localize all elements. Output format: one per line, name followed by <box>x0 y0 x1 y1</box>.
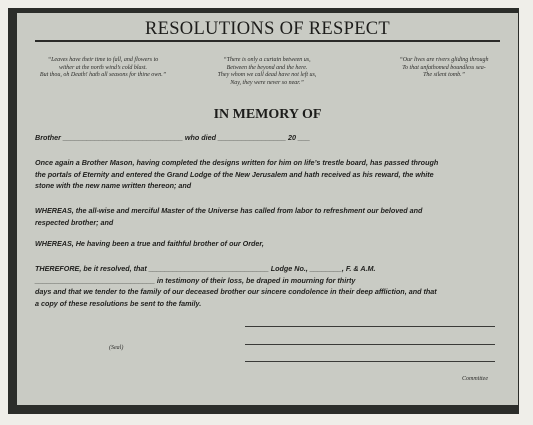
brother-line <box>35 132 310 144</box>
quote-line: The silent tomb.” <box>423 72 465 79</box>
memory-heading: IN MEMORY OF <box>213 107 322 122</box>
signature-line-3 <box>245 361 495 362</box>
paragraph-3 <box>35 238 264 250</box>
paragraph-line: WHEREAS, He having been a true and faithful brother of our Order, <box>35 239 264 248</box>
paragraph-line: ______________________________ in testimony of their loss, be draped in mourning for thirty <box>35 275 356 285</box>
quote-line: wither at the north wind’s cold blast. <box>58 64 148 71</box>
certificate <box>17 13 518 405</box>
quote-line: “There is only a curtain between us, <box>223 57 311 63</box>
quote-right <box>379 57 509 80</box>
signature-line-1 <box>245 326 495 327</box>
quote-line: They whom we call dead have not left us, <box>217 72 317 79</box>
quote-left <box>23 57 183 80</box>
brother-line-text: Brother ______________________________ who died _________________ 20 ___ <box>35 133 310 142</box>
quote-line: Between the beyond and the here. <box>226 64 308 71</box>
paragraph-line: the portals of Eternity and entered the Grand Lodge of the New Jerusalem and hath received as his reward, the white <box>35 169 434 179</box>
quote-line: But thou, oh Death! hath all seasons for thine own.” <box>39 72 167 79</box>
paragraph-line: days and that we tender to the family of our deceased brother our sincere condolence in their deep affliction, and that <box>35 287 437 296</box>
paragraph-line: Once again a Brother Mason, having completed the designs written for him on life’s trestle board, has passed through <box>35 158 439 167</box>
paragraph-line: respected brother; and <box>35 217 114 227</box>
paragraph-line: WHEREAS, the all-wise and merciful Master of the Universe has called from labor to refreshment our beloved and <box>35 206 423 215</box>
committee-label: Committee <box>462 376 488 382</box>
document-title: RESOLUTIONS OF RESPECT <box>144 19 391 39</box>
signature-line-2 <box>245 344 495 345</box>
quote-line: “Leaves have their time to fall, and flowers to <box>47 57 159 63</box>
seal-label: (Seal) <box>109 345 124 351</box>
paragraph-line: stone with the new name written thereon; and <box>35 181 192 190</box>
paragraph-line: a copy of these resolutions be sent to the family. <box>35 298 202 308</box>
paragraph-4 <box>35 263 437 309</box>
quote-line: To that unfathomed boundless sea- <box>402 64 486 71</box>
paragraph-1 <box>35 157 438 192</box>
paragraph-2 <box>35 205 422 228</box>
title-divider <box>35 40 500 42</box>
quote-line: “Our lives are rivers gliding through <box>399 57 489 63</box>
quote-center <box>192 57 342 87</box>
quote-line: Nay, they were never so near.” <box>230 79 304 86</box>
paragraph-line: THEREFORE, be it resolved, that ______________________________ Lodge No., ________, F. & A.M. <box>35 264 376 273</box>
